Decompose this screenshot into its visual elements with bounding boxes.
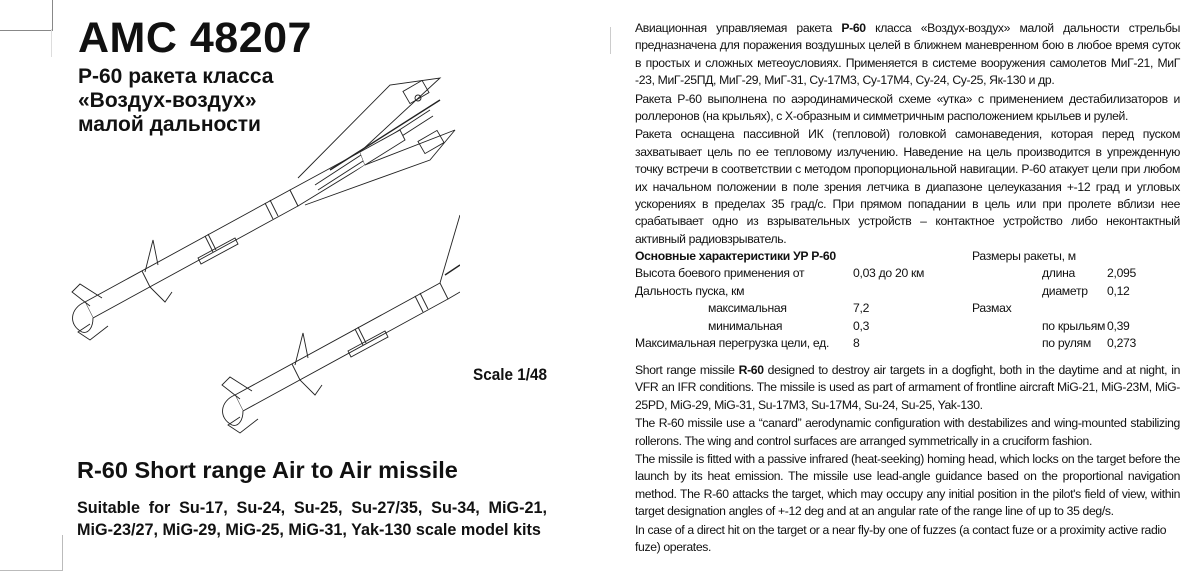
- overload-label: Максимальная перегрузка цели, ед.: [635, 335, 830, 350]
- min-range-value: 0,3: [853, 318, 870, 333]
- en-paragraph: The missile is fitted with a passive infrared (heat-seeking) homing head, which locks on the target before the launch by its heat emission. The missile use lead-angle guidance based on the proportional navigation method. The R-60 attacks the target, which may occupy any initial position in the pilot's field of view, within target designation angles of +-12 deg and at an angular rate of the range line of up to 35 deg/s.: [635, 452, 1180, 519]
- specs-row: [635, 318, 1175, 335]
- overload-value: 8: [853, 335, 860, 350]
- product-code: AMC 48207: [78, 14, 312, 62]
- specs-row: [635, 300, 1175, 317]
- wings-span-label: по крыльям: [1042, 318, 1106, 333]
- length-label: длина: [1042, 266, 1076, 281]
- suitable-kits: [77, 497, 547, 541]
- en-paragraph: The R-60 missile use a “canard” aerodynamic configuration with destabilizes and wing-mounted stabilizing rollerons. The wing and control surfaces are arranged symmetrically in a cruciform fashion.: [635, 416, 1180, 448]
- specs-row: [635, 335, 1175, 352]
- crop-mark-top-left: [0, 0, 53, 31]
- diameter-label: диаметр: [1042, 283, 1088, 298]
- ru-p1-bold: Р-60: [841, 21, 866, 35]
- fins-span-value: 0,273: [1107, 335, 1136, 350]
- specs-table: [635, 248, 1175, 352]
- en-p1-text: Short range missile: [635, 363, 739, 377]
- crop-mark-bottom-left: [0, 535, 63, 571]
- crop-mark-center: [610, 27, 611, 54]
- ru-paragraph: Ракета оснащена пассивной ИК (тепловой) головкой самонаведения, которая перед пуском захватывает цель по ее тепловому излучению. Наведение на цель производится в упрежденную точку встречи в соответствии с методом пропорциональной навигации. Р-60 атакует цели при любом их начальном положении в поле зрения летчика в диапазоне целеуказания +-12 град и угловых ускорениях в пределах 35 град/с. При прямом попадании в цель или при пролете вблизи нее срабатывает одно из взрывательных устройств – контактное устройство либо неконтактный активный радиовзрыватель.: [635, 127, 1180, 246]
- scale-label: Scale 1/48: [473, 365, 548, 384]
- suitable-line: Suitable for Su-17, Su-24, Su-25, Su-27/35, Su-34, MiG-21,: [77, 499, 547, 517]
- altitude-label: Высота боевого применения от: [635, 266, 805, 281]
- span-heading: Размах: [972, 301, 1012, 316]
- specs-row: [635, 265, 1175, 282]
- range-label: Дальность пуска, км: [635, 283, 745, 298]
- en-p1-text-rest: designed to destroy air targets in a dogfight, both in the daytime and at night, in VFR an IFR conditions. The missile is used as part of armament of frontline aircraft MiG-21, MiG-23M, MiG-25PD, MiG-29, MiG-31, Su-17M3, Su-17M4, Su-24, Su-25, Yak-130.: [635, 363, 1181, 412]
- suitable-line: MiG-23/27, MiG-29, MiG-25, MiG-31, Yak-130 scale model kits: [77, 521, 541, 539]
- subtitle-line: малой дальности: [78, 113, 261, 136]
- max-range-value: 7,2: [853, 301, 870, 316]
- en-paragraph: [635, 362, 1180, 414]
- ru-p1-text-rest: класса «Воздух-воздух» малой дальности стрельбы предназначена для поражения воздушных целей в ближнем маневренном бою в любое время суток в простых и сложных метеоусловиях. Применяется в системе вооружения самолетов МиГ-21, МиГ -23, МиГ-25ПД, МиГ-29, МиГ-31, Су-17М3, Су-17М4, Су-24, Су-25, Як-130 и др.: [635, 21, 1181, 88]
- missile-lower-icon: [222, 215, 460, 433]
- subtitle-line: «Воздух-воздух»: [78, 89, 257, 112]
- ru-p1-text: Авиационная управляемая ракета: [635, 21, 842, 35]
- russian-description: [635, 20, 1180, 249]
- wings-span-value: 0,39: [1107, 318, 1130, 333]
- specs-row: [635, 248, 1175, 265]
- english-description: [635, 362, 1180, 557]
- english-title: R-60 Short range Air to Air missile: [77, 457, 458, 483]
- en-paragraph: In case of a direct hit on the target or a near fly-by one of fuzzes (a contact fuze or a proximity active radio fuze) operates.: [635, 522, 1167, 555]
- ru-paragraph: [635, 20, 1180, 90]
- en-p1-bold: R-60: [738, 363, 764, 377]
- missile-drawing: [60, 40, 460, 440]
- crop-mark-left: [51, 29, 52, 57]
- max-range-label: максимальная: [708, 301, 787, 316]
- dims-heading: Размеры ракеты, м: [972, 249, 1076, 263]
- fins-span-label: по рулям: [1042, 335, 1091, 350]
- missile-upper-icon: [72, 78, 455, 340]
- specs-heading: Основные характеристики УР Р-60: [635, 249, 836, 263]
- length-value: 2,095: [1107, 266, 1136, 281]
- ru-paragraph: Ракета Р-60 выполнена по аэродинамической схеме «утка» с применением дестабилизаторов и роллеронов (на крыльях), с Х-образным и симметричным расположением крыльев и рулей.: [635, 91, 1180, 124]
- diameter-value: 0,12: [1107, 283, 1130, 298]
- min-range-label: минимальная: [708, 318, 783, 333]
- specs-row: [635, 283, 1175, 300]
- altitude-value: 0,03 до 20 км: [853, 266, 925, 281]
- subtitle-line: Р-60 ракета класса: [78, 65, 274, 88]
